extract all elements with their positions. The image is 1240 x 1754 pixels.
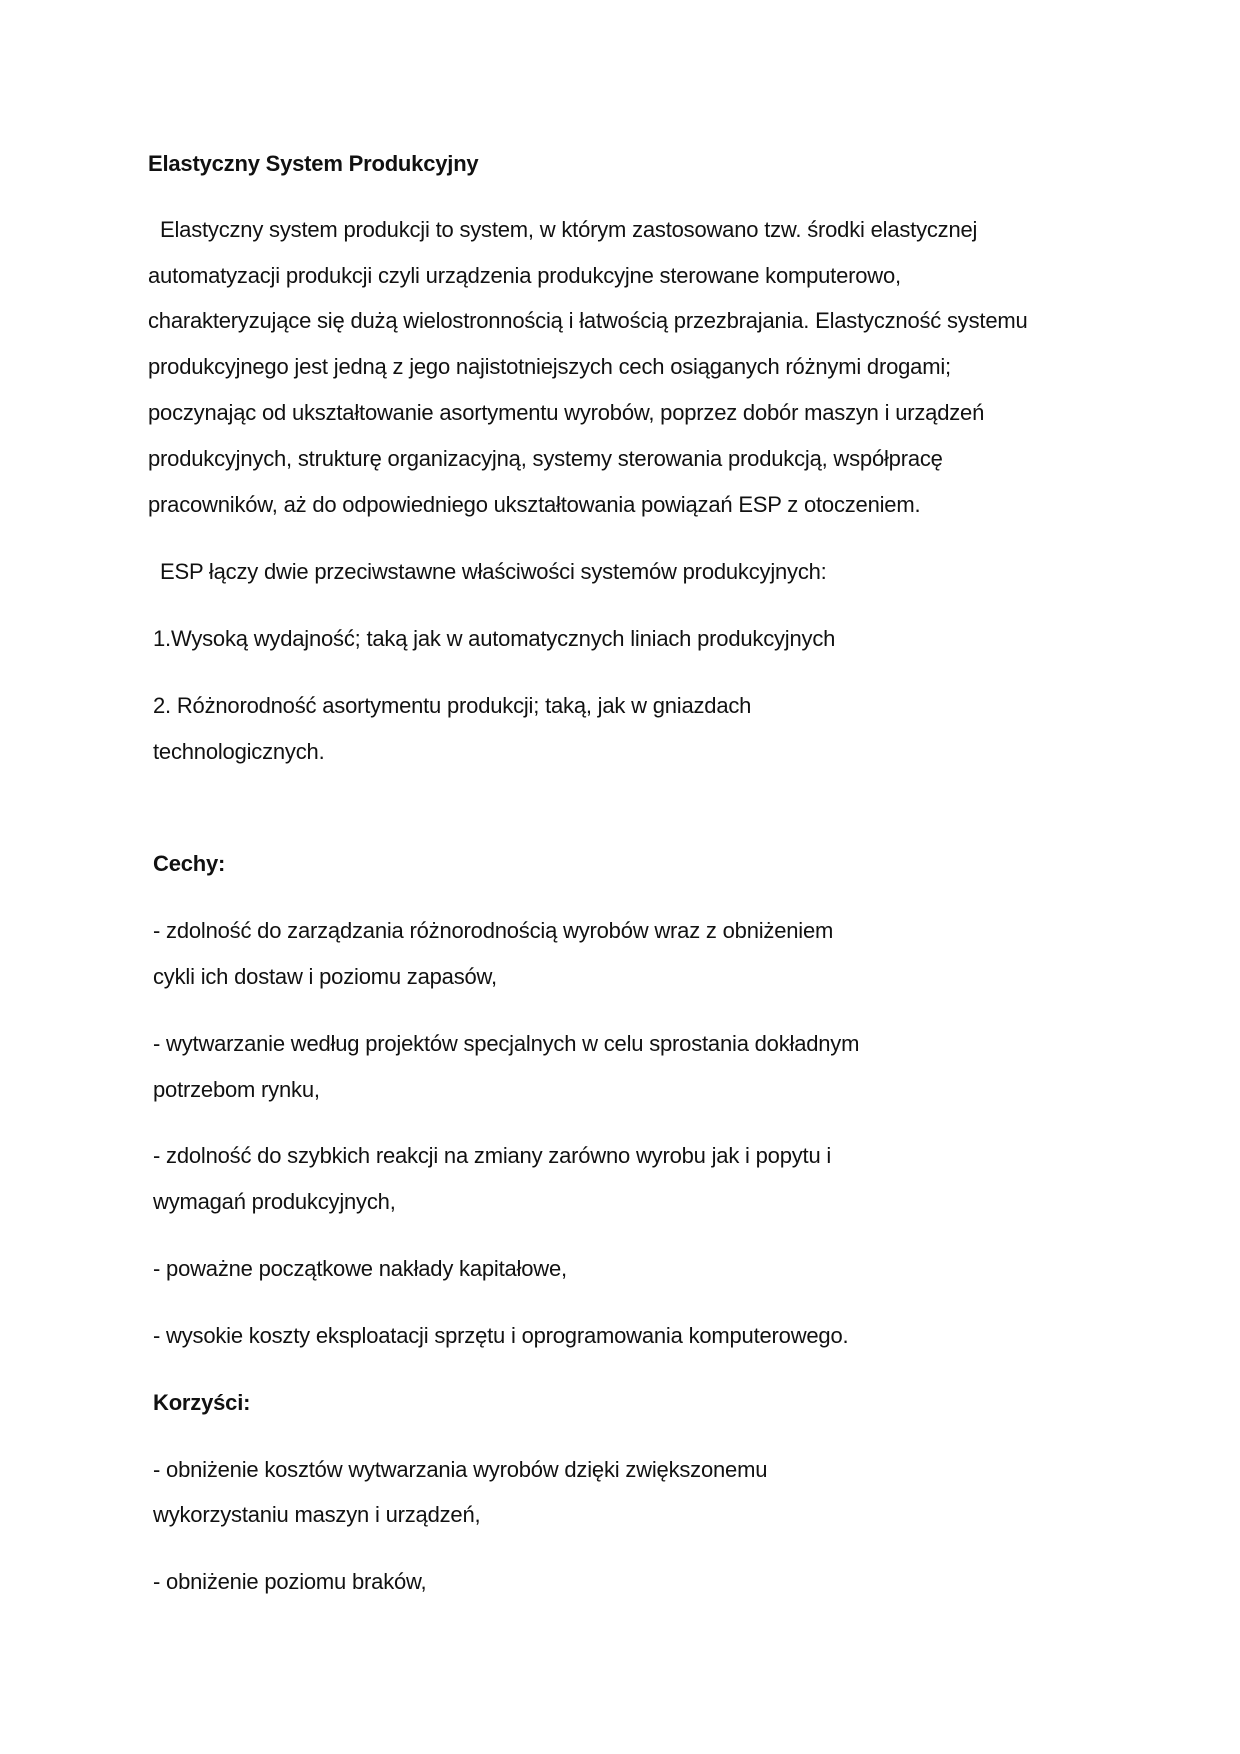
point-1: 1.Wysoką wydajność; taką jak w automatycznych liniach produkcyjnych — [153, 626, 836, 651]
korzysci-item-line: - obniżenie poziomu braków, — [153, 1569, 427, 1594]
intro-line: automatyzacji produkcji czyli urządzenia produkcyjne sterowane komputerowo, — [148, 263, 901, 288]
point-2-line: technologicznych. — [153, 739, 325, 764]
intro-line: produkcyjnych, strukturę organizacyjną, systemy sterowania produkcją, współpracę — [148, 446, 943, 471]
point-2-line: 2. Różnorodność asortymentu produkcji; taką, jak w gniazdach — [153, 693, 752, 718]
cechy-item-line: cykli ich dostaw i poziomu zapasów, — [153, 964, 497, 989]
intro-line: Elastyczny system produkcji to system, w którym zastosowano tzw. środki elastycznej — [160, 217, 978, 242]
korzysci-item-line: - obniżenie kosztów wytwarzania wyrobów dzięki zwiększonemu — [153, 1457, 768, 1482]
korzysci-heading: Korzyści: — [153, 1390, 251, 1415]
cechy-item-line: - zdolność do szybkich reakcji na zmiany zarówno wyrobu jak i popytu i — [153, 1143, 832, 1168]
cechy-item-line: wymagań produkcyjnych, — [153, 1189, 396, 1214]
korzysci-item-line: wykorzystaniu maszyn i urządzeń, — [153, 1502, 481, 1527]
cechy-item-line: - wysokie koszty eksploatacji sprzętu i oprogramowania komputerowego. — [153, 1323, 849, 1348]
cechy-item-line: potrzebom rynku, — [153, 1077, 320, 1102]
cechy-item-line: - wytwarzanie według projektów specjalnych w celu sprostania dokładnym — [153, 1031, 860, 1056]
cechy-item-line: - zdolność do zarządzania różnorodnością wyrobów wraz z obniżeniem — [153, 918, 834, 943]
esp-intro: ESP łączy dwie przeciwstawne właściwości systemów produkcyjnych: — [160, 559, 827, 584]
intro-line: produkcyjnego jest jedną z jego najistotniejszych cech osiąganych różnymi drogami; — [148, 354, 951, 379]
intro-line: pracowników, aż do odpowiedniego ukształtowania powiązań ESP z otoczeniem. — [148, 492, 921, 517]
intro-line: poczynając od ukształtowanie asortymentu wyrobów, poprzez dobór maszyn i urządzeń — [148, 400, 985, 425]
intro-line: charakteryzujące się dużą wielostronnością i łatwością przezbrajania. Elastyczność systemu — [148, 308, 1028, 333]
cechy-heading: Cechy: — [153, 851, 226, 876]
cechy-item-line: - poważne początkowe nakłady kapitałowe, — [153, 1256, 567, 1281]
document-title: Elastyczny System Produkcyjny — [148, 151, 479, 176]
